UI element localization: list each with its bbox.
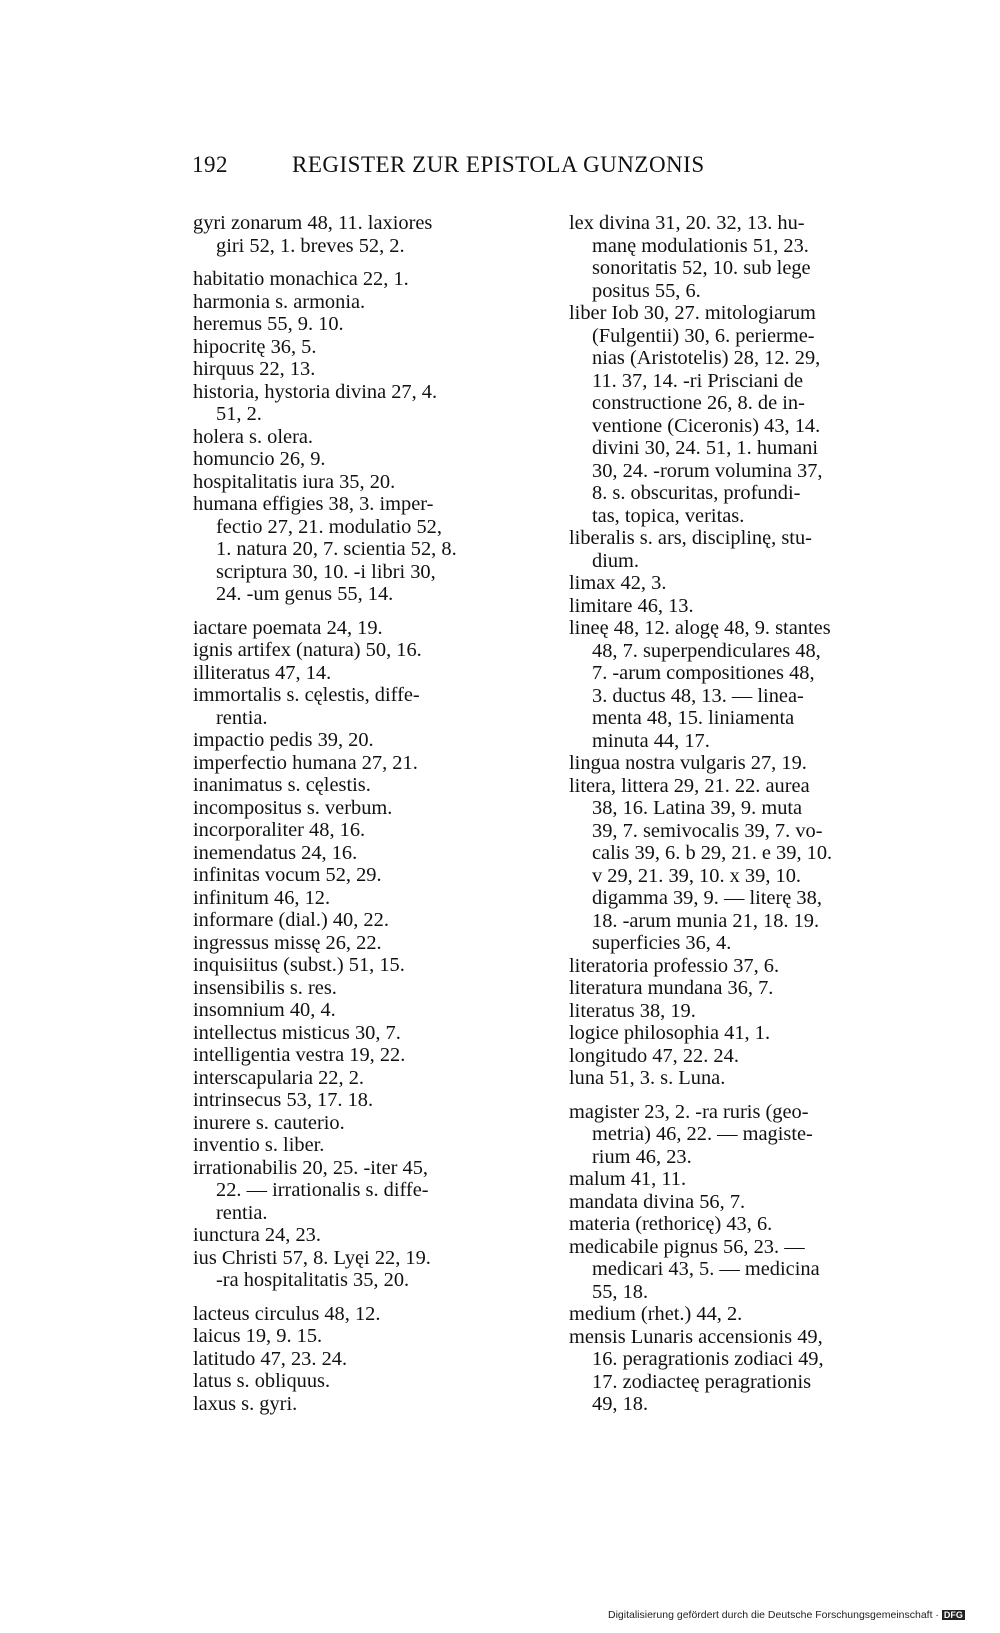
index-entry-line: latus s. obliquus. (193, 1370, 331, 1392)
index-entry-continuation: 39, 7. semivocalis 39, 7. vo- (592, 819, 823, 842)
section-gap (193, 1292, 533, 1303)
index-entry-continuation: ventione (Ciceronis) 43, 14. (592, 414, 821, 437)
index-entry-line: hipocritę 36, 5. (193, 335, 317, 358)
index-entry-continuation: -ra hospitalitatis 35, 20. (216, 1269, 410, 1291)
index-entry-continuation: scriptura 30, 10. -i libri 30, (216, 560, 436, 583)
index-entry-continuation: positus 55, 6. (592, 279, 701, 302)
index-entry-line: liberalis s. ars, disciplinę, stu- (569, 527, 812, 549)
index-entry-continuation: medicari 43, 5. — medicina (592, 1258, 820, 1280)
index-column-left (193, 212, 533, 1415)
index-entry-continuation: (Fulgentii) 30, 6. perierme- (592, 324, 815, 347)
index-entry-line: harmonia s. armonia. (193, 290, 366, 313)
index-entry-line: habitatio monachica 22, 1. (193, 268, 409, 290)
index-entry-continuation: 8. s. obscuritas, profundi- (592, 482, 801, 504)
section-gap (193, 257, 533, 268)
index-entry-continuation: 16. peragrationis zodiaci 49, (592, 1348, 824, 1370)
index-entry-line: hirquus 22, 13. (193, 358, 316, 380)
index-entry-continuation: 7. -arum compositiones 48, (592, 662, 815, 684)
index-entry-continuation: minuta 44, 17. (592, 729, 710, 752)
index-entry-line: inanimatus s. cęlestis. (193, 774, 371, 796)
index-entry-line: limax 42, 3. (569, 572, 667, 594)
index-entry-line: inurere s. cauterio. (193, 1111, 345, 1134)
index-entry-line: longitudo 47, 22. 24. (569, 1044, 739, 1067)
index-entry-line: intrinsecus 53, 17. 18. (193, 1089, 374, 1111)
index-entry-line: historia, hystoria divina 27, 4. (193, 380, 438, 403)
index-entry-continuation: manę modulationis 51, 23. (592, 234, 809, 257)
page-header (192, 152, 792, 178)
index-entry-line: lacteus circulus 48, 12. (193, 1302, 381, 1325)
index-entry-line: literatoria professio 37, 6. (569, 954, 780, 977)
index-entry-continuation: giri 52, 1. breves 52, 2. (216, 234, 405, 257)
index-entry-continuation: dium. (592, 549, 640, 572)
index-entry-line: literatura mundana 36, 7. (569, 977, 774, 999)
index-entry-continuation: sonoritatis 52, 10. sub lege (592, 257, 811, 279)
index-entry-line: heremus 55, 9. 10. (193, 313, 344, 335)
index-entry-continuation: 55, 18. (592, 1280, 649, 1303)
index-column-right (569, 212, 909, 1416)
index-entry-line: magister 23, 2. -ra ruris (geo- (569, 1100, 809, 1123)
index-entry-line: humana effigies 38, 3. imper- (193, 493, 434, 515)
index-entry-line: liber Iob 30, 27. mitologiarum (569, 302, 816, 324)
index-entry-line: ignis artifex (natura) 50, 16. (193, 639, 422, 661)
index-entry-line: insensibilis s. res. (193, 976, 337, 999)
index-entry-continuation: 51, 2. (216, 403, 262, 425)
page-number: 192 (192, 152, 228, 177)
index-entry-continuation: 49, 18. (592, 1393, 649, 1415)
index-entry-line: logice philosophia 41, 1. (569, 1022, 771, 1044)
index-entry-line: hospitalitatis iura 35, 20. (193, 470, 396, 493)
index-entry-line: incompositus s. verbum. (193, 796, 393, 819)
index-entry-continuation: 22. — irrationalis s. diffe- (216, 1179, 429, 1201)
index-entry-line: gyri zonarum 48, 11. laxiores (193, 212, 433, 234)
dfg-logo: DFG (943, 1610, 963, 1620)
index-entry-continuation: rentia. (216, 1201, 268, 1224)
index-entry-line: iactare poemata 24, 19. (193, 616, 383, 639)
index-entry-line: medium (rhet.) 44, 2. (569, 1303, 743, 1325)
footer-text: Digitalisierung gefördert durch die Deutsche Forschungsgemeinschaft · (608, 1609, 939, 1621)
index-entry-line: mandata divina 56, 7. (569, 1190, 746, 1213)
index-entry-continuation: 38, 16. Latina 39, 9. muta (592, 797, 803, 819)
index-entry-continuation: tas, topica, veritas. (592, 504, 745, 527)
index-entry-continuation: 48, 7. superpendiculares 48, (592, 639, 821, 662)
index-entry-continuation: 24. -um genus 55, 14. (216, 583, 394, 605)
index-entry-continuation: rentia. (216, 706, 268, 729)
index-entry-continuation: fectio 27, 21. modulatio 52, (216, 515, 442, 538)
index-entry-continuation: 17. zodiacteę peragrationis (592, 1370, 812, 1393)
index-entry-line: incorporaliter 48, 16. (193, 819, 366, 841)
running-title: REGISTER ZUR EPISTOLA GUNZONIS (292, 152, 705, 177)
section-gap (569, 1090, 909, 1101)
index-entry-continuation: digamma 39, 9. — literę 38, (592, 887, 822, 909)
index-entry-line: lex divina 31, 20. 32, 13. hu- (569, 212, 805, 234)
index-entry-line: inemendatus 24, 16. (193, 841, 358, 864)
index-entry-line: imperfectio humana 27, 21. (193, 751, 418, 774)
index-entry-line: informare (dial.) 40, 22. (193, 909, 389, 931)
index-entry-line: immortalis s. cęlestis, diffe- (193, 684, 420, 706)
index-entry-continuation: divini 30, 24. 51, 1. humani (592, 437, 818, 459)
section-gap (193, 606, 533, 617)
index-entry-continuation: constructione 26, 8. de in- (592, 392, 805, 414)
index-entry-continuation: 11. 37, 14. -ri Prisciani de (592, 369, 804, 392)
index-entry-line: laxus s. gyri. (193, 1392, 298, 1415)
index-entry-continuation: metria) 46, 22. — magiste- (592, 1123, 813, 1145)
index-entry-continuation: 1. natura 20, 7. scientia 52, 8. (216, 538, 457, 560)
index-entry-continuation: superficies 36, 4. (592, 932, 732, 954)
index-entry-line: infinitas vocum 52, 29. (193, 864, 382, 886)
index-entry-line: insomnium 40, 4. (193, 999, 336, 1021)
index-entry-line: ingressus missę 26, 22. (193, 931, 382, 954)
index-entry-line: malum 41, 11. (569, 1168, 687, 1190)
index-entry-continuation: 3. ductus 48, 13. — linea- (592, 684, 804, 707)
index-entry-continuation: 30, 24. -rorum volumina 37, (592, 459, 823, 482)
index-entry-continuation: 18. -arum munia 21, 18. 19. (592, 909, 820, 932)
index-entry-line: inquisiitus (subst.) 51, 15. (193, 954, 405, 976)
index-entry-line: literatus 38, 19. (569, 999, 696, 1022)
index-entry-line: lineę 48, 12. alogę 48, 9. stantes (569, 617, 831, 639)
index-entry-line: holera s. olera. (193, 425, 314, 448)
index-entry-continuation: menta 48, 15. liniamenta (592, 707, 795, 729)
index-entry-line: infinitum 46, 12. (193, 886, 331, 909)
index-entry-line: illiteratus 47, 14. (193, 661, 332, 684)
index-entry-line: iunctura 24, 23. (193, 1224, 321, 1246)
index-entry-line: homuncio 26, 9. (193, 448, 326, 470)
index-entry-line: interscapularia 22, 2. (193, 1066, 364, 1089)
index-entry-line: medicabile pignus 56, 23. — (569, 1235, 805, 1258)
index-entry-line: impactio pedis 39, 20. (193, 729, 374, 751)
index-entry-line: luna 51, 3. s. Luna. (569, 1067, 726, 1089)
index-entry-line: mensis Lunaris accensionis 49, (569, 1325, 823, 1348)
index-entry-line: intelligentia vestra 19, 22. (193, 1044, 406, 1066)
index-entry-line: lingua nostra vulgaris 27, 19. (569, 752, 807, 774)
digitization-footer (608, 1609, 965, 1621)
index-entry-continuation: v 29, 21. 39, 10. x 39, 10. (592, 864, 802, 887)
index-entry-continuation: nias (Aristotelis) 28, 12. 29, (592, 347, 821, 369)
index-entry-line: latitudo 47, 23. 24. (193, 1347, 348, 1370)
index-entry-line: intellectus misticus 30, 7. (193, 1021, 401, 1044)
index-entry-line: ius Christi 57, 8. Lyęi 22, 19. (193, 1246, 431, 1269)
index-entry-continuation: calis 39, 6. b 29, 21. e 39, 10. (592, 842, 833, 864)
index-entry-line: laicus 19, 9. 15. (193, 1325, 323, 1347)
index-entry-continuation: rium 46, 23. (592, 1145, 692, 1168)
index-entry-line: limitare 46, 13. (569, 594, 694, 617)
index-entry-line: materia (rethoricę) 43, 6. (569, 1213, 773, 1235)
index-entry-line: irrationabilis 20, 25. -iter 45, (193, 1156, 429, 1179)
index-entry-line: inventio s. liber. (193, 1134, 325, 1156)
index-entry-line: litera, littera 29, 21. 22. aurea (569, 774, 810, 797)
